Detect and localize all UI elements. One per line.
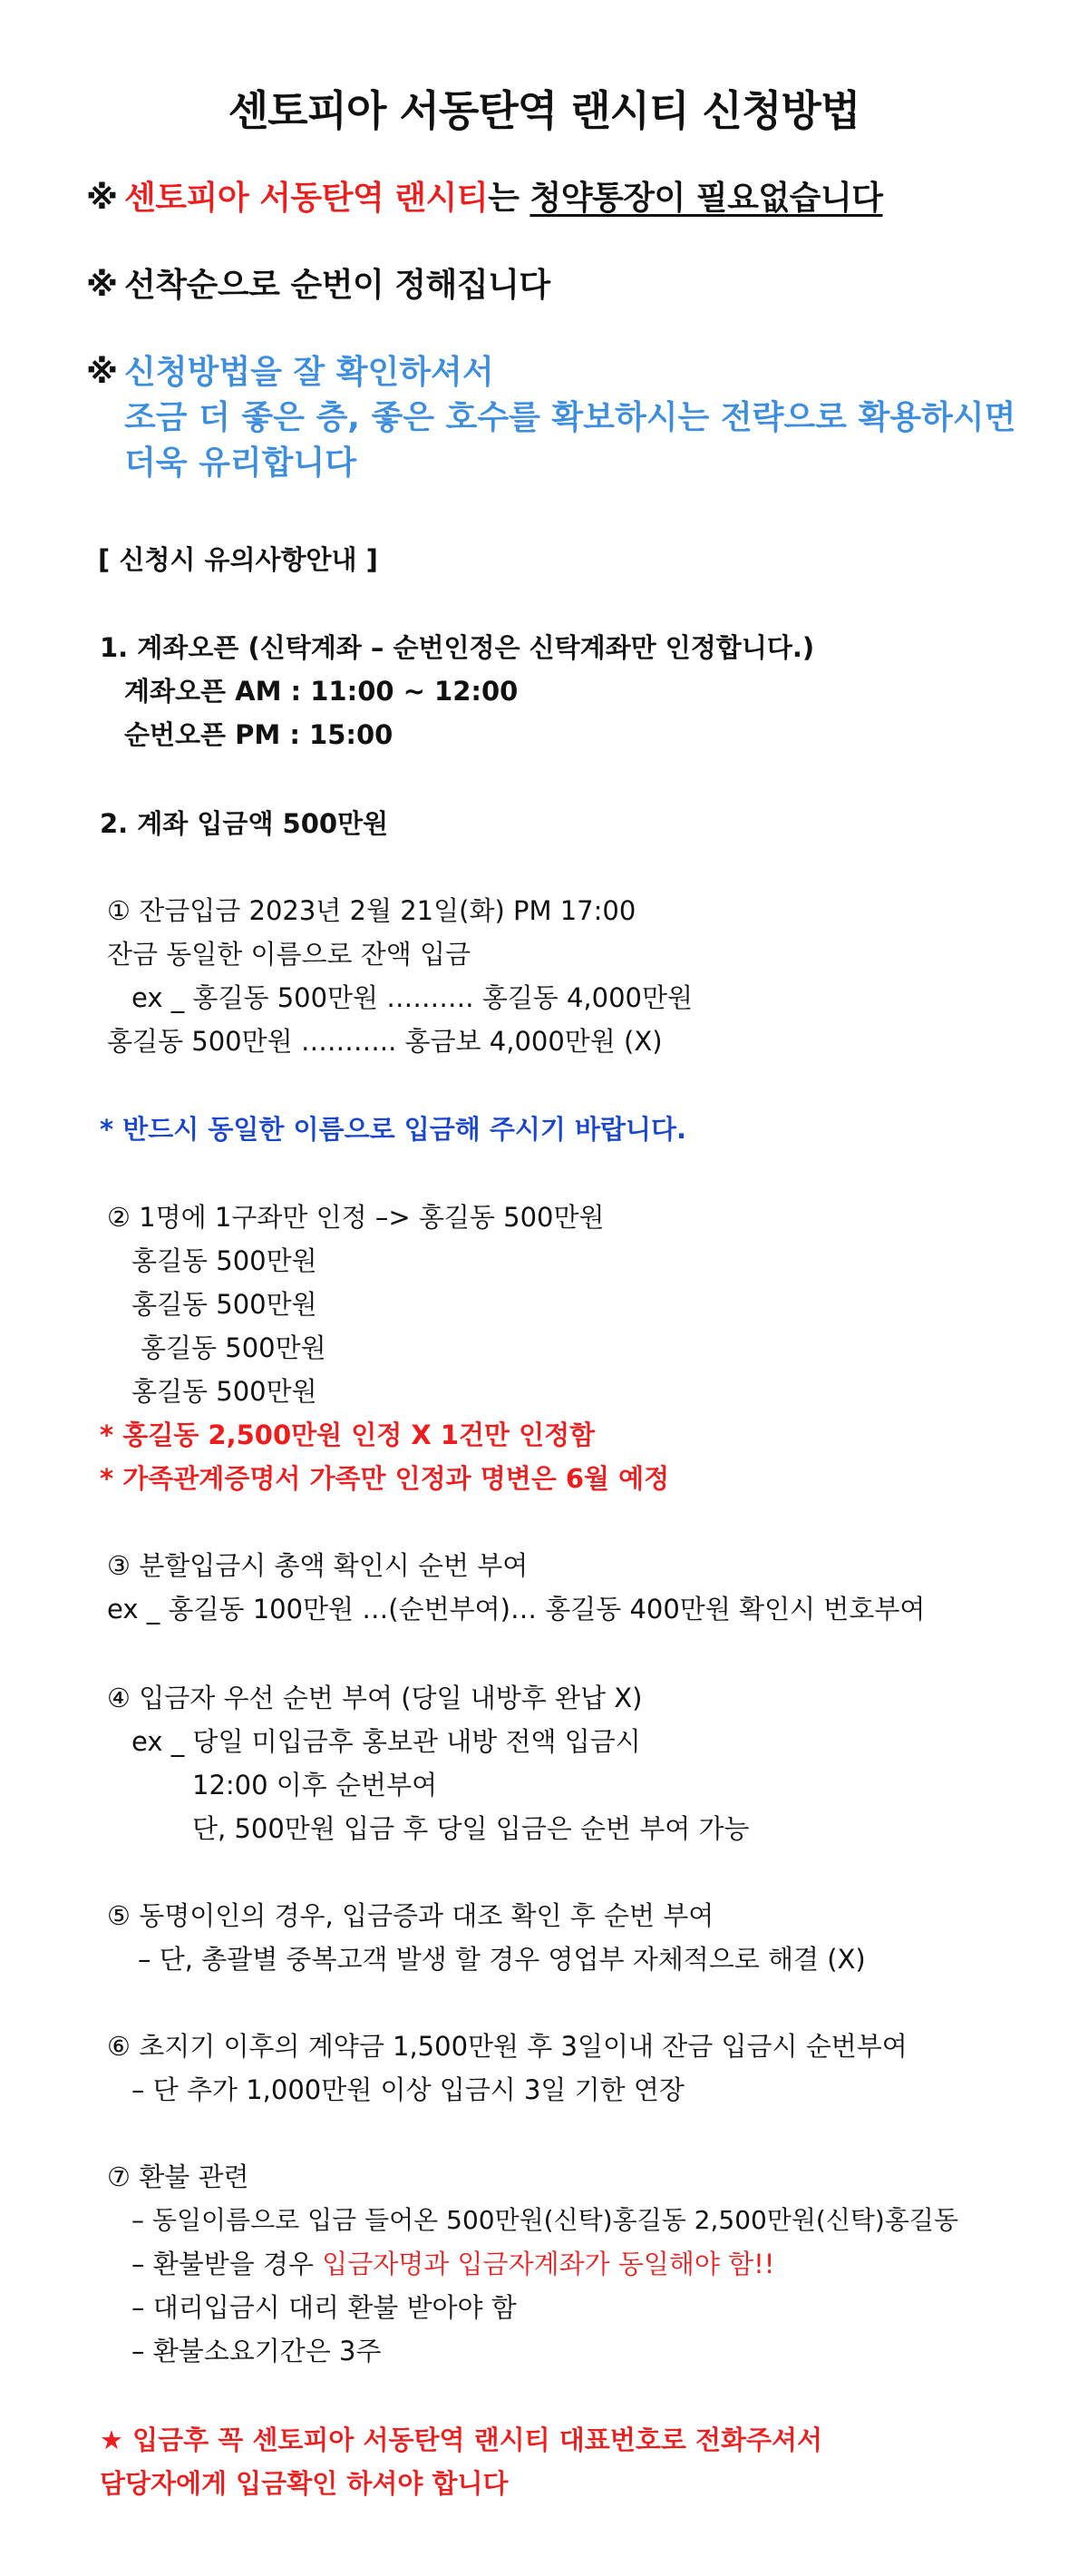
clause-7-line — [131, 2246, 774, 2282]
clause-2-note: * 홍길동 2,500만원 인정 X 1건만 인정함 — [100, 1420, 596, 1450]
clause-2-row: 홍길동 500만원 — [131, 1289, 317, 1320]
clause-4-example: ex _ 당일 미입금후 홍보관 내방 전액 입금시 — [131, 1726, 641, 1757]
notice-first-come — [86, 263, 550, 308]
clause-1-note: * 반드시 동일한 이름으로 입금해 주시기 바랍니다. — [100, 1114, 687, 1145]
number-open-time: 순번오픈 PM : 15:00 — [124, 719, 393, 750]
clause-3-title: ③ 분할입금시 총액 확인시 순번 부여 — [107, 1550, 529, 1581]
notice-first-come-text: 선착순으로 순번이 정해집니다 — [124, 267, 550, 304]
clause-7-warning: 입금자명과 입금자계좌가 동일해야 함!! — [322, 2249, 775, 2279]
clause-1-example: 홍길동 500만원 ……….. 홍금보 4,000만원 (X) — [107, 1026, 663, 1057]
account-open-time: 계좌오픈 AM : 11:00 ~ 12:00 — [124, 676, 519, 707]
clause-7-line: – 대리입금시 대리 환불 받아야 함 — [131, 2292, 517, 2323]
clause-7-title: ⑦ 환불 관련 — [107, 2161, 249, 2192]
clause-7-line: – 동일이름으로 입금 들어온 500만원(신탁)홍길동 2,500만원(신탁)홍길동 — [131, 2205, 959, 2235]
clause-4-title: ④ 입금자 우선 순번 부여 (당일 내방후 완납 X) — [107, 1683, 643, 1713]
clause-6-line: – 단 추가 1,000만원 이상 입금시 3일 기한 연장 — [131, 2074, 685, 2105]
reference-mark: ※ — [86, 180, 118, 217]
clause-2-row: 홍길동 500만원 — [131, 1245, 317, 1276]
clause-1-title: ① 잔금입금 2023년 2월 21일(화) PM 17:00 — [107, 895, 636, 926]
clause-2-row: 홍길동 500만원 — [131, 1376, 317, 1407]
section-header: [ 신청시 유의사항안내 ] — [98, 544, 378, 575]
notice-strategy-line3: 더욱 유리합니다 — [124, 444, 356, 482]
notice-no-subscription — [86, 176, 883, 221]
clause-4-line: 12:00 이후 순번부여 — [192, 1770, 438, 1800]
clause-4-line: 단, 500만원 입금 후 당일 입금은 순번 부여 가능 — [192, 1813, 750, 1844]
clause-7-line: – 환불소요기간은 3주 — [131, 2336, 382, 2366]
clause-2-row: 홍길동 500만원 — [141, 1332, 326, 1363]
page-title: 센토피아 서동탄역 랜시티 신청방법 — [228, 86, 860, 135]
notice-particle: 는 — [488, 180, 530, 217]
notice-no-account-needed: 청약통장이 필요없습니다 — [529, 180, 883, 217]
notice-project-name: 센토피아 서동탄역 랜시티 — [124, 180, 489, 217]
section-2-title: 2. 계좌 입금액 500만원 — [100, 808, 389, 839]
notice-strategy — [86, 350, 1015, 486]
clause-1-line: 잔금 동일한 이름으로 잔액 입금 — [107, 939, 471, 970]
clause-2-title: ② 1명에 1구좌만 인정 –> 홍길동 500만원 — [107, 1202, 605, 1233]
clause-7-line-prefix: – 환불받을 경우 — [131, 2249, 323, 2279]
clause-5-title: ⑤ 동명이인의 경우, 입금증과 대조 확인 후 순번 부여 — [107, 1900, 714, 1931]
notice-strategy-line2: 조금 더 좋은 층, 좋은 호수를 확보하시는 전략으로 확용하시면 — [124, 399, 1016, 436]
clause-2-note: * 가족관계증명서 가족만 인정과 명변은 6월 예정 — [100, 1463, 670, 1494]
final-notice-line1: ★ 입금후 꼭 센토피아 서동탄역 랜시티 대표번호로 전화주셔서 — [100, 2425, 823, 2455]
clause-1-example: ex _ 홍길동 500만원 ………. 홍길동 4,000만원 — [131, 982, 694, 1013]
clause-5-line: – 단, 총괄별 중복고객 발생 할 경우 영업부 자체적으로 해결 (X) — [138, 1944, 866, 1975]
final-notice-line2: 담당자에게 입금확인 하셔야 합니다 — [100, 2468, 509, 2499]
section-1-title: 1. 계좌오픈 (신탁계좌 – 순번인정은 신탁계좌만 인정합니다.) — [100, 632, 815, 663]
notice-strategy-line1: 신청방법을 잘 확인하셔서 — [124, 354, 494, 391]
reference-mark: ※ — [86, 354, 118, 391]
reference-mark: ※ — [86, 267, 118, 304]
clause-6-title: ⑥ 초지기 이후의 계약금 1,500만원 후 3일이내 잔금 입금시 순번부여 — [107, 2031, 908, 2062]
clause-3-example: ex _ 홍길동 100만원 …(순번부여)… 홍길동 400만원 확인시 번호부여 — [107, 1594, 926, 1625]
